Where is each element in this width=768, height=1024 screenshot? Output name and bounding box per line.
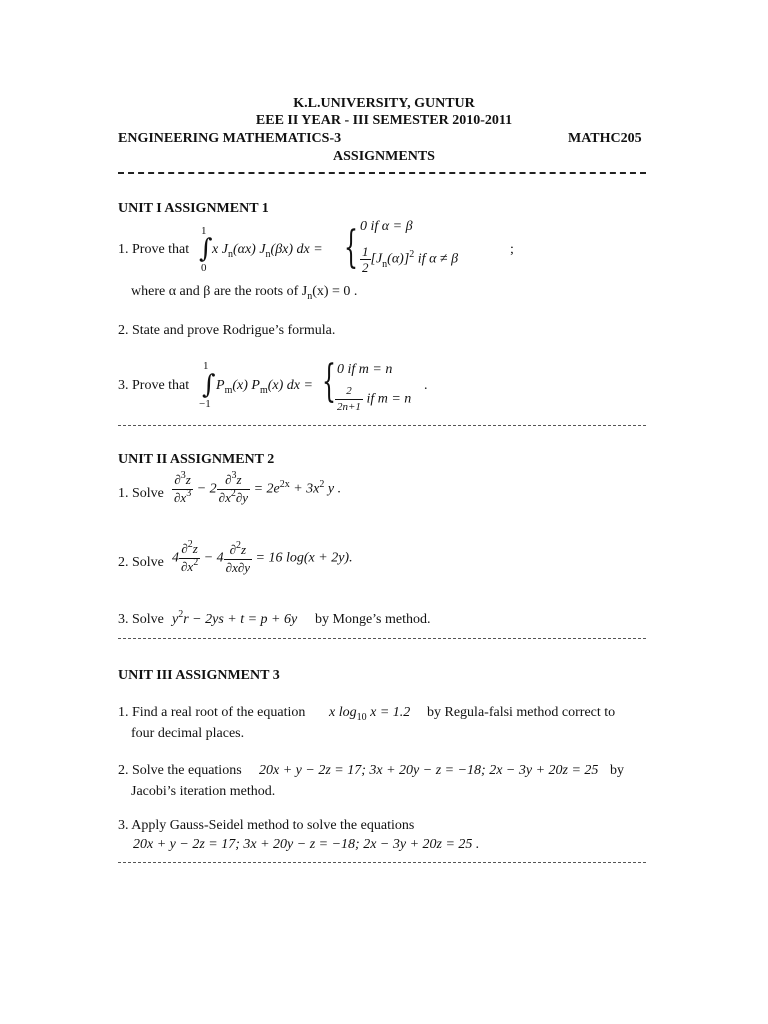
unit3-q3-line2: 20x + y − 2z = 17; 3x + 20y − z = −18; 2x − 3y + 20z = 25 . [133, 837, 480, 852]
unit1-q1-integrand: x $J_n(\alpha x)$ $J_n(\beta x)$ dx = [212, 242, 323, 260]
header-divider [118, 172, 646, 174]
unit2-q1-prefix: 1. Solve [118, 486, 164, 501]
year-semester: EEE II YEAR - III SEMESTER 2010-2011 [255, 113, 513, 128]
unit1-q3-lower-limit: −1 [199, 398, 211, 410]
unit2-q1-equation: $\frac{\partial^3z}{\partial x^3}$ − 2 $\frac{\partial^3z}{\partial x^2\partial y}$ = $2e^{2x} + 3x^2$ y . [174, 470, 342, 505]
unit1-q3-case1: 0 if m = n [337, 362, 393, 377]
unit1-q1-case2: $\frac{1}{2}$ $[J_n(\alpha)]^2$ if α ≠ β [362, 244, 459, 275]
unit2-q2-equation: 4 $\frac{\partial^2z}{\partial x^2}$ − 4 $\frac{\partial^2z}{\partial x\partial y}$ = 16 log(x + 2y). [172, 539, 353, 575]
unit2-q3-tail: by Monge’s method. [315, 612, 431, 627]
unit1-q3-case2: $\frac{2}{2n+1}$ if m = n [337, 385, 412, 413]
unit1-q3-upper-limit: 1 [203, 360, 209, 372]
integral-sign-icon: ∫ [202, 370, 216, 400]
unit1-q1-where: where α and β are the roots of $J_n(x) = 0$ . [131, 284, 358, 302]
unit3-q2-prefix: 2. Solve the equations [118, 763, 242, 778]
unit3-q2-line2: Jacobi’s iteration method. [131, 784, 276, 799]
unit3-heading: UNIT III ASSIGNMENT 3 [118, 668, 280, 683]
unit2-q3-equation: $y^2r - 2ys + t = p + 6y$ [172, 609, 298, 627]
unit2-divider [118, 638, 646, 639]
unit2-q2-prefix: 2. Solve [118, 555, 164, 570]
unit1-q1-case1: 0 if α = β [360, 219, 413, 234]
integral-sign-icon: ∫ [199, 234, 213, 264]
left-brace-icon: { [344, 222, 358, 273]
unit2-heading: UNIT II ASSIGNMENT 2 [118, 452, 275, 467]
course-code: MATHC205 [568, 131, 642, 146]
unit3-q2-by: by [610, 763, 624, 778]
unit3-q2-equation: 20x + y − 2z = 17; 3x + 20y − z = −18; 2x − 3y + 20z = 25 [259, 763, 599, 778]
unit3-q1-line2: four decimal places. [131, 726, 245, 741]
unit1-q1-end: ; [510, 242, 514, 257]
unit3-q1-equation: x $\log_{10} x = 1.2$ [329, 705, 411, 723]
subject-title: ENGINEERING MATHEMATICS-3 [118, 131, 342, 146]
unit3-divider [118, 862, 646, 863]
unit2-q3-prefix: 3. Solve [118, 612, 164, 627]
unit3-q1-line1-b: by Regula-falsi method correct to [427, 705, 616, 720]
unit1-heading: UNIT I ASSIGNMENT 1 [118, 201, 269, 216]
university-name: K.L.UNIVERSITY, GUNTUR [293, 96, 475, 111]
unit3-q1-line1-a: 1. Find a real root of the equation [118, 705, 306, 720]
unit1-q1-lower-limit: 0 [201, 262, 207, 274]
unit1-divider [118, 425, 646, 426]
unit1-q3-end: . [424, 378, 428, 393]
unit1-q1-prefix: 1. Prove that [118, 242, 190, 257]
unit1-q1-upper-limit: 1 [201, 225, 207, 237]
unit1-q3-integrand: $P_m(x)$ $P_m(x)$ dx = [216, 378, 313, 396]
page-title: ASSIGNMENTS [333, 149, 435, 164]
unit1-q2: 2. State and prove Rodrigue’s formula. [118, 323, 336, 338]
unit3-q3-line1: 3. Apply Gauss-Seidel method to solve the equations [118, 818, 415, 833]
unit1-q3-prefix: 3. Prove that [118, 378, 190, 393]
left-brace-icon: { [322, 356, 336, 407]
